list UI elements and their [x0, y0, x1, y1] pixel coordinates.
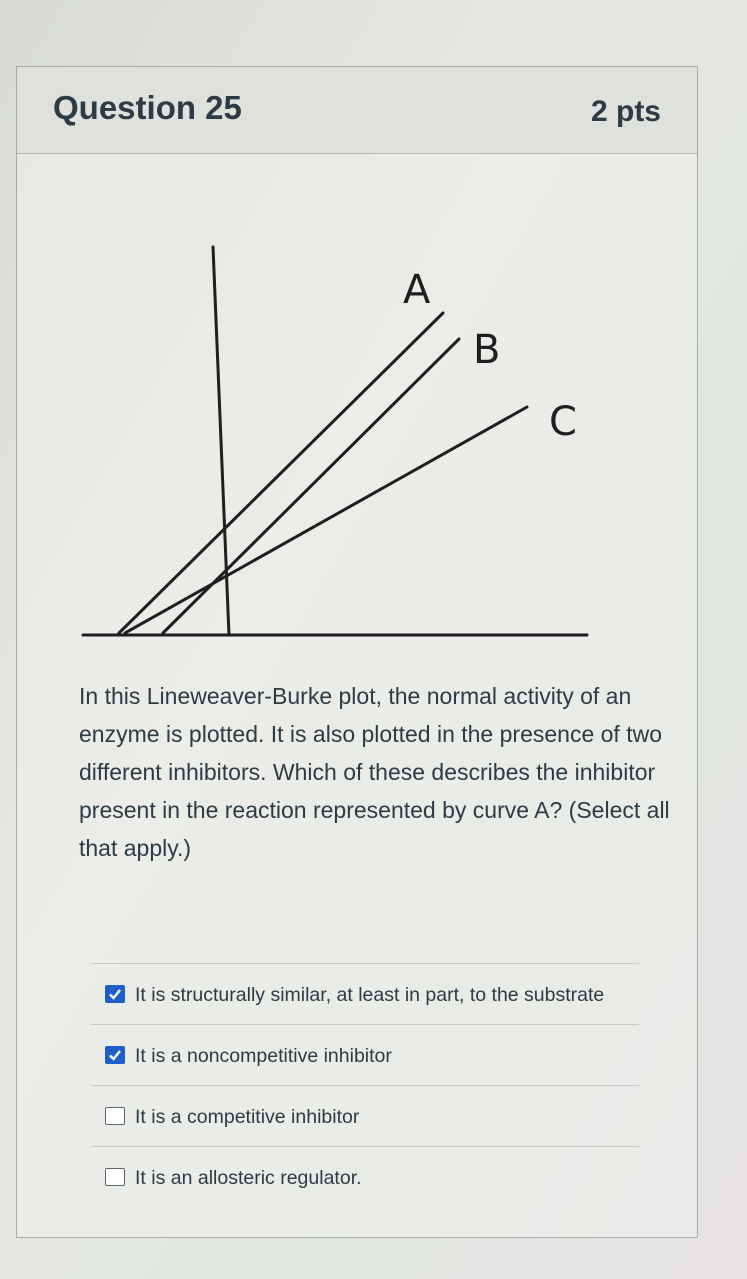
answer-option[interactable]: [91, 1086, 639, 1147]
line-c: [125, 407, 527, 633]
answer-label: It is an allosteric regulator.: [135, 1167, 362, 1189]
answer-label: It is a noncompetitive inhibitor: [135, 1045, 392, 1067]
answer-list: [91, 963, 639, 1207]
answer-label: It is structurally similar, at least in part, to the substrate: [135, 984, 605, 1006]
answer-option[interactable]: [91, 964, 639, 1025]
answer-option[interactable]: [91, 1025, 639, 1086]
label-c: C: [549, 399, 577, 445]
question-points: 2 pts: [590, 95, 661, 128]
question-title: Question 25: [53, 89, 242, 126]
question-header: [17, 67, 697, 154]
question-text: In this Lineweaver-Burke plot, the normal activity of an enzyme is plotted. It is also plotted in the presence of two different inhibitors. Which of these describes the inhibitor present in the reaction represented by curve A? (Select all that apply.): [79, 683, 670, 861]
checkbox-empty-icon[interactable]: [105, 1107, 125, 1125]
question-card: [16, 66, 698, 1238]
label-a: A: [403, 267, 431, 313]
line-a: [119, 313, 443, 633]
line-b: [163, 339, 459, 633]
checkbox-checked-icon[interactable]: [105, 985, 125, 1003]
checkbox-checked-icon[interactable]: [105, 1046, 125, 1064]
answer-option[interactable]: [91, 1147, 639, 1207]
answer-label: It is a competitive inhibitor: [135, 1106, 360, 1128]
checkbox-empty-icon[interactable]: [105, 1168, 125, 1186]
label-b: B: [473, 327, 501, 373]
lineweaver-burk-plot: [81, 243, 611, 643]
